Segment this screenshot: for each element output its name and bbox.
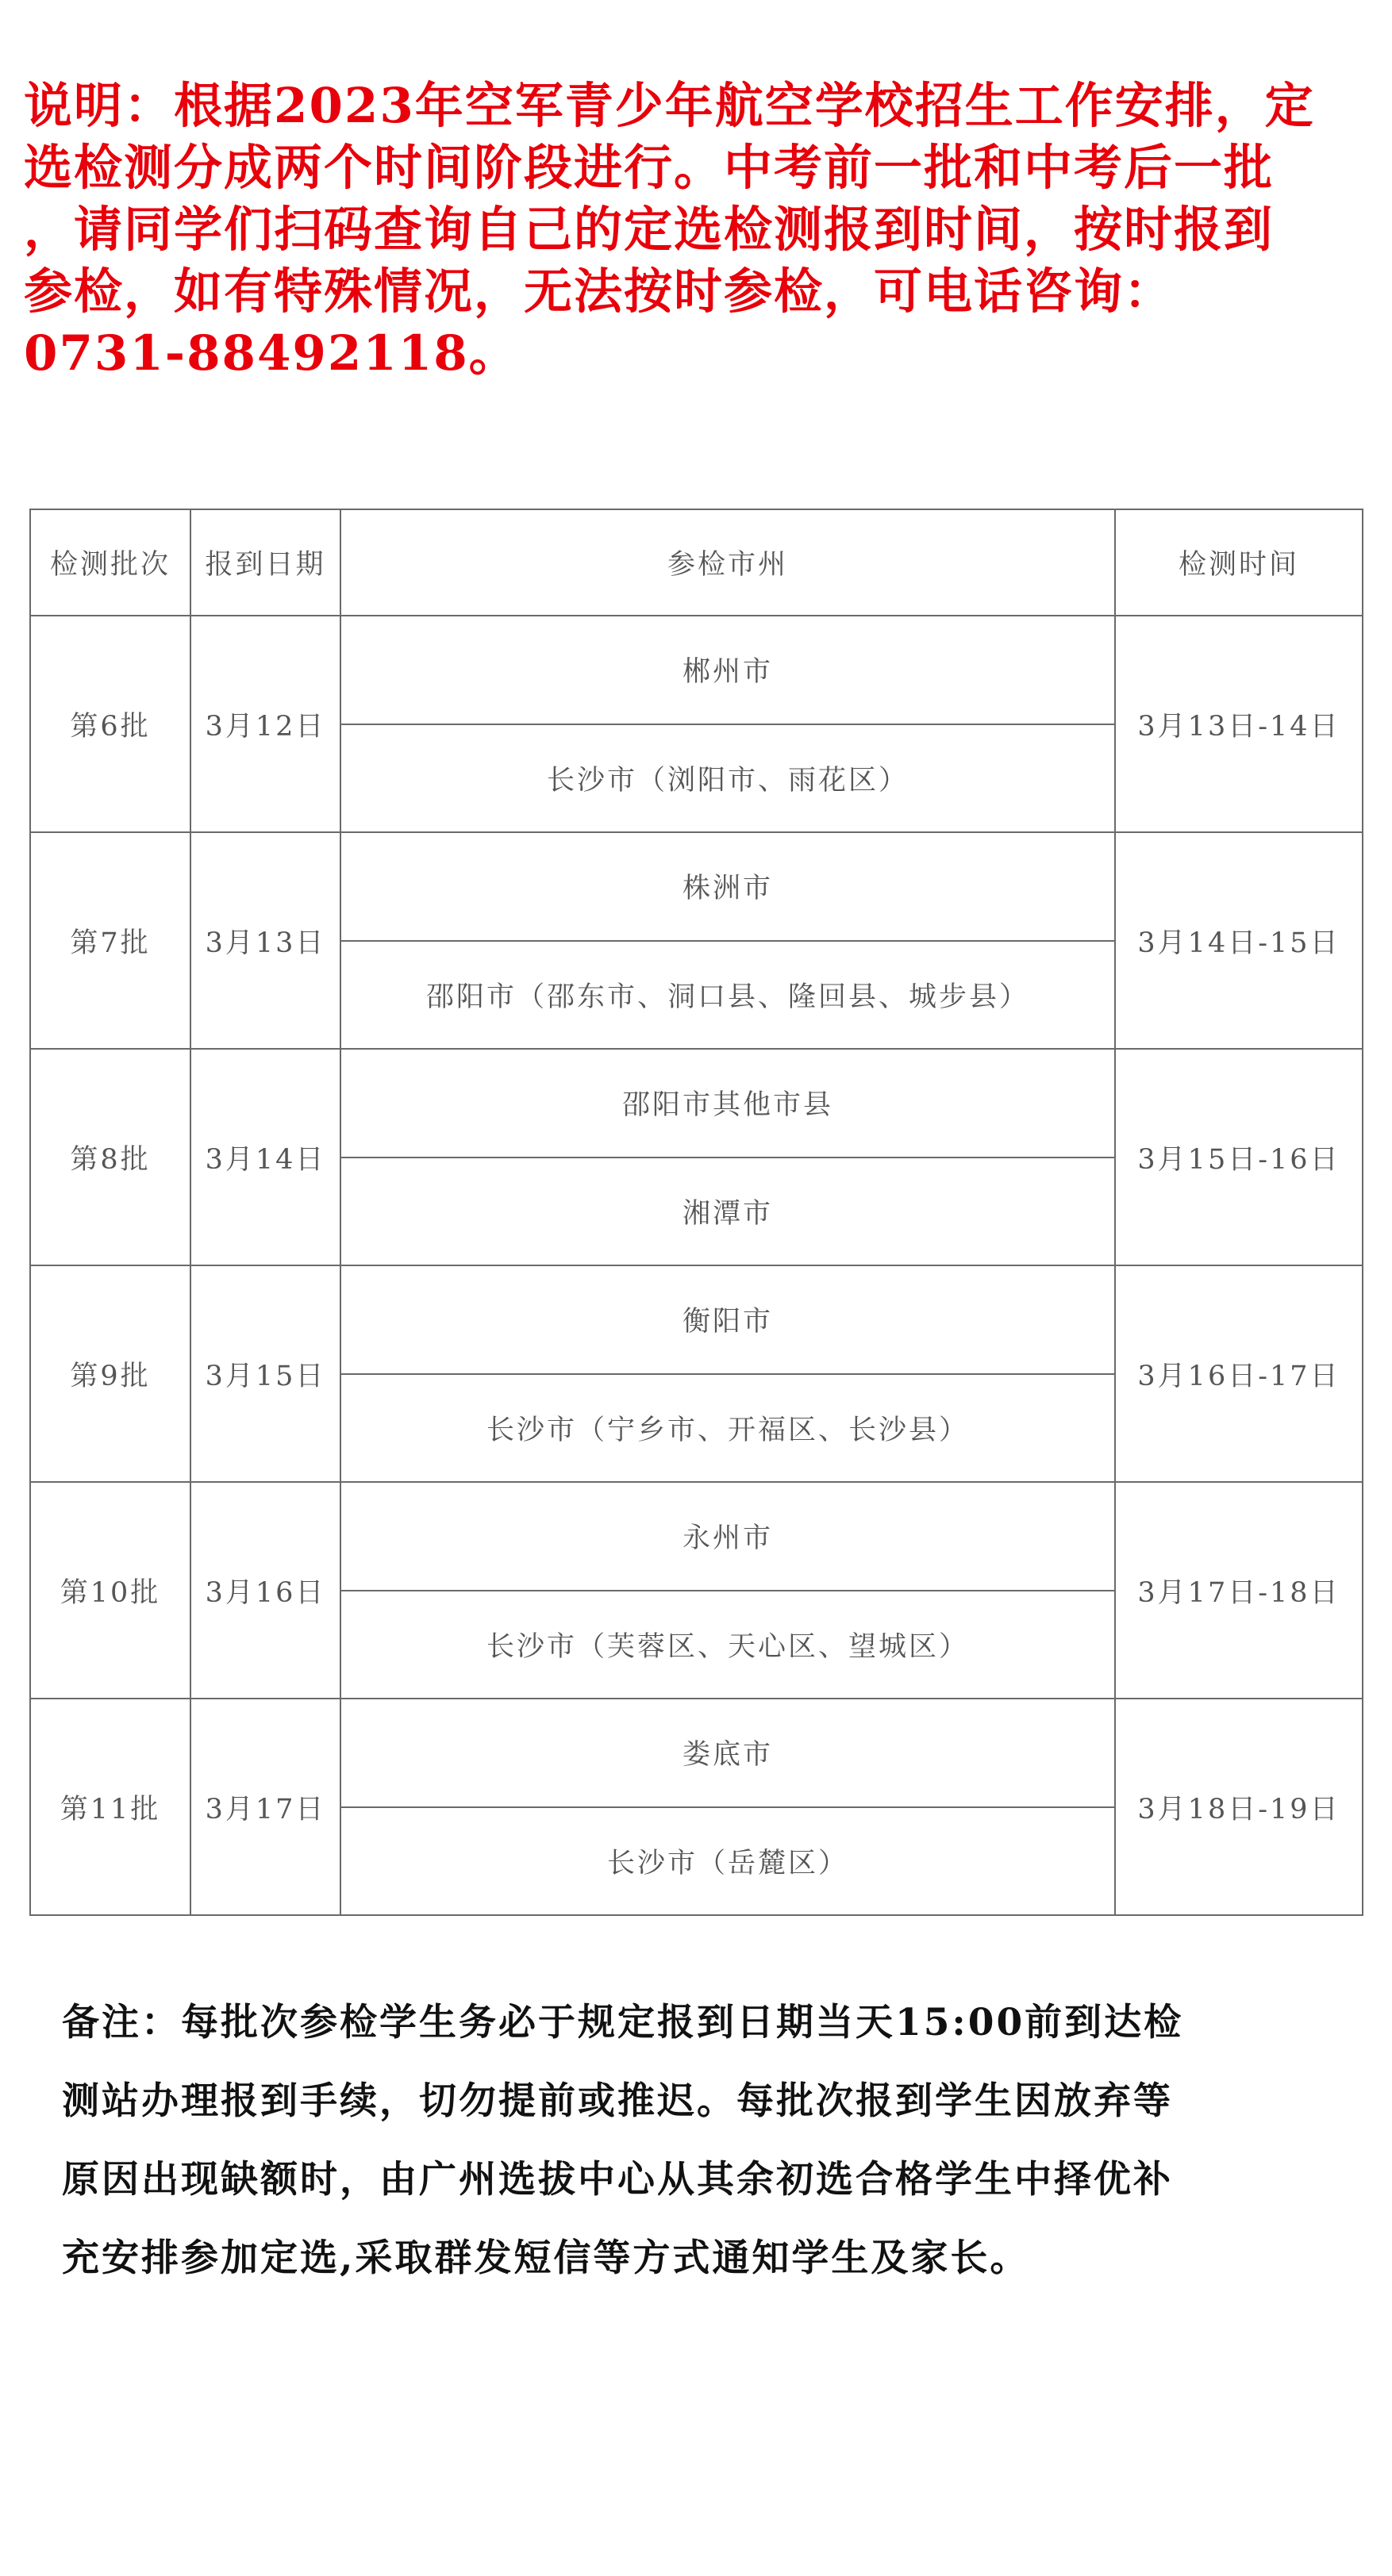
city-cell: 长沙市（浏阳市、雨花区） xyxy=(340,724,1115,833)
note-line: 原因出现缺额时，由广州选拔中心从其余初选合格学生中择优补 xyxy=(62,2158,1173,2202)
batch-cell: 第11批 xyxy=(30,1699,190,1915)
city-cell: 株洲市 xyxy=(340,832,1115,941)
time-cell: 3月16日-17日 xyxy=(1115,1265,1363,1482)
note-line: 测站办理报到手续，切勿提前或推迟。每批次报到学生因放弃等 xyxy=(62,2079,1173,2123)
time-cell: 3月14日-15日 xyxy=(1115,832,1363,1049)
table-row xyxy=(30,1482,1363,1591)
intro-phone-line: 0731-88492118。 xyxy=(24,325,519,382)
date-cell: 3月16日 xyxy=(190,1482,340,1699)
time-cell: 3月13日-14日 xyxy=(1115,616,1363,832)
table-header-row xyxy=(30,509,1363,616)
intro-line: 参检，如有特殊情况，无法按时参检，可电话咨询： xyxy=(24,263,1175,320)
time-cell: 3月18日-19日 xyxy=(1115,1699,1363,1915)
intro-line: ，请同学们扫码查询自己的定选检测报到时间，按时报到 xyxy=(24,202,1275,258)
time-cell: 3月17日-18日 xyxy=(1115,1482,1363,1699)
table-row xyxy=(30,616,1363,724)
schedule-table xyxy=(29,509,1363,1916)
table-row xyxy=(30,832,1363,941)
city-cell: 郴州市 xyxy=(340,616,1115,724)
date-cell: 3月14日 xyxy=(190,1049,340,1265)
header-batch: 检测批次 xyxy=(30,509,190,616)
time-cell: 3月15日-16日 xyxy=(1115,1049,1363,1265)
city-cell: 衡阳市 xyxy=(340,1265,1115,1374)
batch-cell: 第8批 xyxy=(30,1049,190,1265)
remark-note xyxy=(62,1983,1348,2298)
city-cell: 长沙市（宁乡市、开福区、长沙县） xyxy=(340,1374,1115,1483)
date-cell: 3月13日 xyxy=(190,832,340,1049)
city-cell: 长沙市（岳麓区） xyxy=(340,1807,1115,1916)
city-cell: 长沙市（芙蓉区、天心区、望城区） xyxy=(340,1591,1115,1699)
intro-notice xyxy=(24,75,1373,385)
intro-line: 说明：根据2023年空军青少年航空学校招生工作安排，定 xyxy=(24,78,1315,134)
batch-cell: 第9批 xyxy=(30,1265,190,1482)
table-row xyxy=(30,1049,1363,1157)
note-line: 充安排参加定选,采取群发短信等方式通知学生及家长。 xyxy=(62,2236,1030,2280)
city-cell: 邵阳市其他市县 xyxy=(340,1049,1115,1157)
city-cell: 娄底市 xyxy=(340,1699,1115,1807)
batch-cell: 第7批 xyxy=(30,832,190,1049)
batch-cell: 第10批 xyxy=(30,1482,190,1699)
note-line: 备注：每批次参检学生务必于规定报到日期当天15:00前到达检 xyxy=(62,2001,1184,2044)
city-cell: 湘潭市 xyxy=(340,1157,1115,1266)
table-row xyxy=(30,1699,1363,1807)
date-cell: 3月15日 xyxy=(190,1265,340,1482)
header-city: 参检市州 xyxy=(340,509,1115,616)
city-cell: 邵阳市（邵东市、洞口县、隆回县、城步县） xyxy=(340,941,1115,1050)
header-date: 报到日期 xyxy=(190,509,340,616)
date-cell: 3月17日 xyxy=(190,1699,340,1915)
batch-cell: 第6批 xyxy=(30,616,190,832)
intro-line: 选检测分成两个时间阶段进行。中考前一批和中考后一批 xyxy=(24,140,1275,196)
date-cell: 3月12日 xyxy=(190,616,340,832)
city-cell: 永州市 xyxy=(340,1482,1115,1591)
header-time: 检测时间 xyxy=(1115,509,1363,616)
table-row xyxy=(30,1265,1363,1374)
